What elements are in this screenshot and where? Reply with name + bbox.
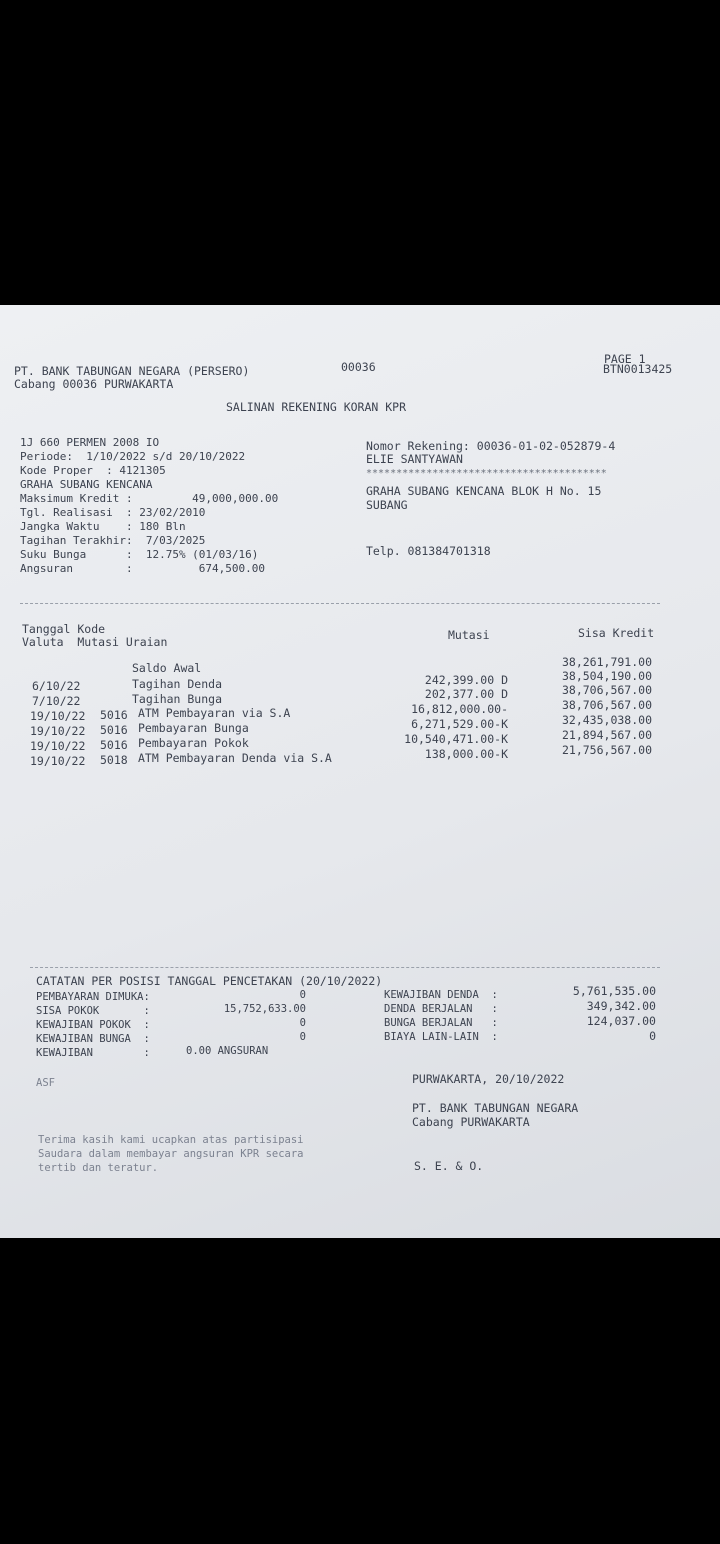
row-balance: 38,261,791.00 xyxy=(561,655,652,669)
account-number: Nomor Rekening: 00036-01-02-052879-4 xyxy=(366,439,616,453)
row-description: Saldo Awal xyxy=(132,661,202,675)
row-description: ATM Pembayaran via S.A xyxy=(138,706,291,720)
row-mutasi: 6,271,529.00-K xyxy=(411,717,508,731)
summary-label: KEWAJIBAN BUNGA : xyxy=(36,1033,150,1045)
document-number: BTN0013425 xyxy=(603,362,673,376)
row-code: 5018 xyxy=(100,753,128,767)
row-date: 19/10/22 xyxy=(30,739,86,753)
summary-label: KEWAJIBAN POKOK : xyxy=(36,1019,150,1031)
summary-label: SISA POKOK : xyxy=(36,1005,150,1017)
signature-branch: Cabang PURWAKARTA xyxy=(412,1115,530,1129)
thank-you-line-3: tertib dan teratur. xyxy=(38,1162,159,1174)
address-line-2: SUBANG xyxy=(366,498,408,512)
row-date: 19/10/22 xyxy=(30,724,86,738)
errors-omissions-note: S. E. & O. xyxy=(414,1159,484,1173)
summary-title: CATATAN PER POSISI TANGGAL PENCETAKAN (20/10/2022) xyxy=(36,974,383,988)
document-title: SALINAN REKENING KORAN KPR xyxy=(226,400,407,414)
summary-label: KEWAJIBAN DENDA : xyxy=(384,989,498,1001)
info-line: Kode Proper : 4121305 xyxy=(20,464,166,477)
table-header-date-code: Tanggal Kode xyxy=(22,622,106,636)
row-balance: 38,706,567.00 xyxy=(561,698,652,712)
row-code: 5016 xyxy=(100,723,128,737)
row-date: 6/10/22 xyxy=(32,679,81,693)
row-mutasi: 16,812,000.00- xyxy=(411,702,508,716)
phone-number: Telp. 081384701318 xyxy=(366,544,491,558)
address-line-1: GRAHA SUBANG KENCANA BLOK H No. 15 xyxy=(366,484,602,498)
summary-label: PEMBAYARAN DIMUKA: xyxy=(36,991,150,1003)
row-code: 5016 xyxy=(100,738,128,752)
row-date: 19/10/22 xyxy=(30,709,86,723)
info-line: Tgl. Realisasi : 23/02/2010 xyxy=(20,506,206,519)
branch-name: Cabang 00036 PURWAKARTA xyxy=(14,377,174,391)
operator-initials: ASF xyxy=(36,1077,55,1089)
account-holder-name: ELIE SANTYAWAN xyxy=(366,452,463,466)
signature-bank: PT. BANK TABUNGAN NEGARA xyxy=(412,1101,579,1115)
info-line: Maksimum Kredit : 49,000,000.00 xyxy=(20,492,279,505)
branch-code: 00036 xyxy=(341,360,376,374)
row-description: ATM Pembayaran Denda via S.A xyxy=(138,751,332,765)
summary-label: DENDA BERJALAN : xyxy=(384,1003,498,1015)
row-mutasi: 138,000.00-K xyxy=(424,747,508,761)
row-date: 19/10/22 xyxy=(30,754,86,768)
place-date: PURWAKARTA, 20/10/2022 xyxy=(412,1072,565,1086)
page-number: PAGE 1 xyxy=(604,352,646,366)
bank-name: PT. BANK TABUNGAN NEGARA (PERSERO) xyxy=(14,364,250,378)
summary-label: BUNGA BERJALAN : xyxy=(384,1017,498,1029)
summary-value: 0 xyxy=(299,1017,306,1029)
row-balance: 32,435,038.00 xyxy=(561,713,652,727)
summary-value: 124,037.00 xyxy=(586,1014,656,1028)
masked-line: **************************************** xyxy=(366,468,607,479)
summary-value: 5,761,535.00 xyxy=(572,984,656,998)
row-description: Pembayaran Pokok xyxy=(138,736,249,750)
row-mutasi: 242,399.00 D xyxy=(424,673,508,687)
row-balance: 21,894,567.00 xyxy=(561,728,652,742)
summary-value: 349,342.00 xyxy=(586,999,656,1013)
info-line: Suku Bunga : 12.75% (01/03/16) xyxy=(20,548,259,561)
info-line: Angsuran : 674,500.00 xyxy=(20,562,266,575)
row-balance: 38,504,190.00 xyxy=(561,669,652,683)
row-mutasi: 10,540,471.00-K xyxy=(404,732,508,746)
info-line: Jangka Waktu : 180 Bln xyxy=(20,520,186,533)
row-description: Tagihan Bunga xyxy=(132,692,223,706)
summary-label: BIAYA LAIN-LAIN : xyxy=(384,1031,498,1043)
row-description: Pembayaran Bunga xyxy=(138,721,249,735)
table-header-valuta: Valuta Mutasi Uraian xyxy=(22,635,168,649)
divider xyxy=(30,967,660,968)
summary-value: 0 xyxy=(299,1031,306,1043)
divider xyxy=(20,603,660,604)
row-balance: 38,706,567.00 xyxy=(561,683,652,697)
info-line: 1J 660 PERMEN 2008 IO xyxy=(20,436,160,449)
info-line: GRAHA SUBANG KENCANA xyxy=(20,478,153,491)
table-header-mutasi: Mutasi xyxy=(448,628,490,642)
thank-you-line-2: Saudara dalam membayar angsuran KPR secara xyxy=(38,1148,304,1160)
thank-you-line-1: Terima kasih kami ucapkan atas partisipasi xyxy=(38,1134,304,1146)
summary-label: KEWAJIBAN : xyxy=(36,1047,150,1059)
row-description: Tagihan Denda xyxy=(132,677,223,691)
info-line: Periode: 1/10/2022 s/d 20/10/2022 xyxy=(20,450,246,463)
row-balance: 21,756,567.00 xyxy=(561,743,652,757)
row-mutasi: 202,377.00 D xyxy=(424,687,508,701)
row-code: 5016 xyxy=(100,708,128,722)
info-line: Tagihan Terakhir: 7/03/2025 xyxy=(20,534,206,547)
summary-value: 0 xyxy=(649,1029,656,1043)
summary-value: 0 xyxy=(299,989,306,1001)
summary-value: 15,752,633.00 xyxy=(223,1003,306,1015)
row-date: 7/10/22 xyxy=(32,694,81,708)
statement-paper xyxy=(0,305,720,1238)
summary-value: 0.00 ANGSURAN xyxy=(186,1045,269,1057)
table-header-sisa-kredit: Sisa Kredit xyxy=(578,626,655,640)
